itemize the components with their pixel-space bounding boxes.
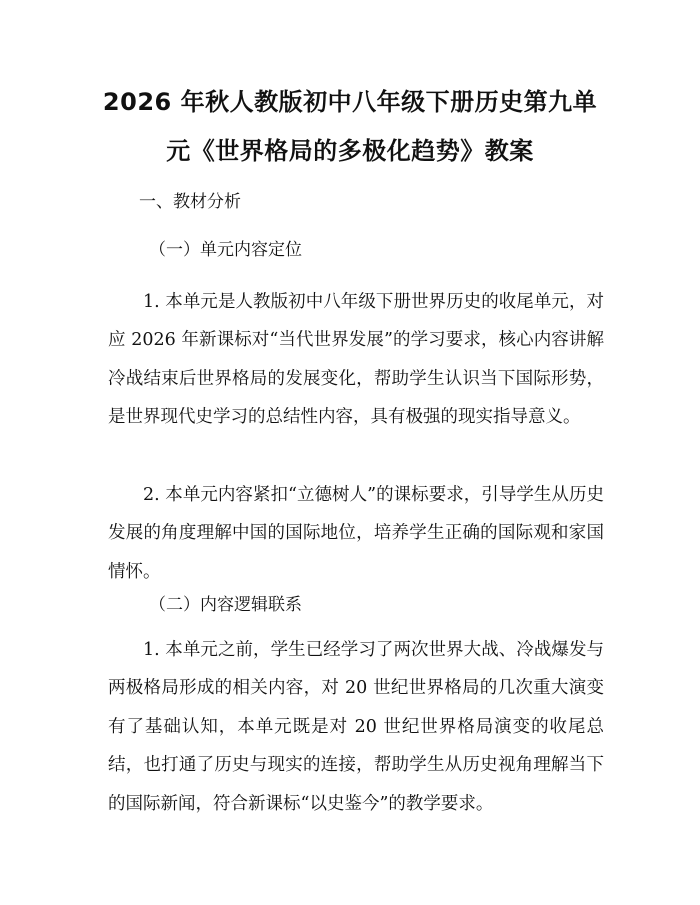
document-title-line-2: 元《世界格局的多极化趋势》教案 — [166, 137, 534, 165]
paragraph-unit-positioning-1: 1. 本单元是人教版初中八年级下册世界历史的收尾单元，对应 2026 年新课标对“当代世界发展”的学习要求，核心内容讲解冷战结束后世界格局的发展变化，帮助学生认识当下国际形势，是世界现代史学习的总结性内容，具有极强的现实指导意义。 — [108, 292, 604, 428]
document-title-line-1: 2026 年秋人教版初中八年级下册历史第九单 — [102, 88, 598, 116]
subsection-heading-content-logic: （二）内容逻辑联系 — [149, 595, 302, 615]
section-heading-textbook-analysis: 一、教材分析 — [139, 192, 241, 212]
paragraph-content-logic-1: 1. 本单元之前，学生已经学习了两次世界大战、冷战爆发与两极格局形成的相关内容，对 20 世纪世界格局的几次重大演变有了基础认知，本单元既是对 20 世纪世界格局演变的收尾总结，也打通了历史与现实的连接，帮助学生从历史视角理解当下的国际新闻，符合新课标“以史鉴今”的教学要求。 — [108, 640, 604, 814]
paragraph-unit-positioning-2: 2. 本单元内容紧扣“立德树人”的课标要求，引导学生从历史发展的角度理解中国的国际地位，培养学生正确的国际观和家国情怀。 — [108, 485, 604, 582]
subsection-heading-unit-positioning: （一）单元内容定位 — [149, 240, 302, 260]
